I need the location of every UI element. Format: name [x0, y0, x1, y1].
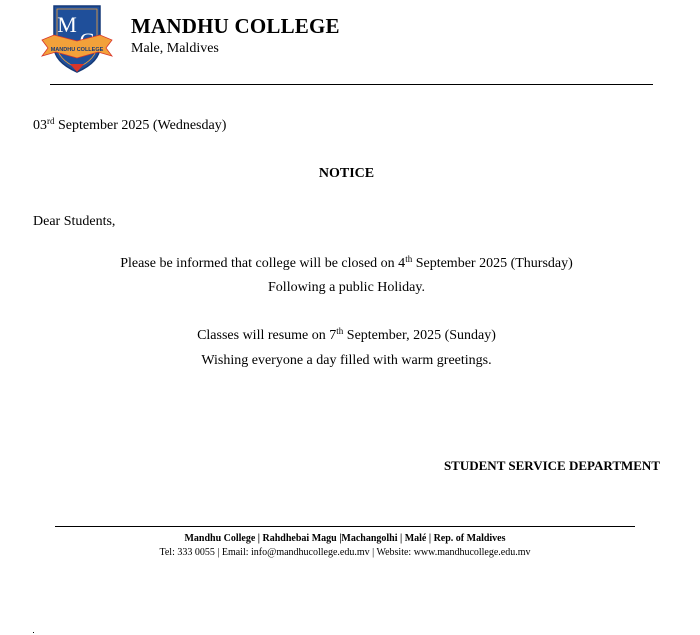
college-name: MANDHU COLLEGE	[131, 14, 340, 38]
notice-line-resume: Classes will resume on 7th September, 2025 (Sunday)	[197, 326, 496, 343]
footer-address: Mandhu College | Rahdhebai Magu |Machangolhi | Malé | Rep. of Maldives	[184, 533, 506, 544]
signature-department: STUDENT SERVICE DEPARTMENT	[443, 458, 660, 473]
notice-line-greeting: Wishing everyone a day filled with warm greetings.	[201, 353, 492, 368]
footer-divider	[55, 526, 635, 527]
college-location: Male, Maldives	[131, 41, 219, 56]
footer-contact: Tel: 333 0055 | Email: info@mandhucollege.edu.mv | Website: www.mandhucollege.edu.mv	[159, 547, 531, 558]
page-dot-mark	[33, 632, 34, 633]
header-divider	[50, 84, 653, 85]
salutation: Dear Students,	[33, 214, 116, 229]
notice-title: NOTICE	[318, 166, 375, 181]
logo-banner-text: MANDHU COLLEGE	[50, 47, 104, 53]
college-logo	[40, 2, 114, 74]
notice-line-closure: Please be informed that college will be closed on 4th September 2025 (Thursday)	[120, 254, 573, 271]
notice-line-reason: Following a public Holiday.	[268, 280, 425, 295]
notice-date: 03rd September 2025 (Wednesday)	[33, 116, 227, 133]
logo-letter-m: M	[57, 12, 77, 37]
